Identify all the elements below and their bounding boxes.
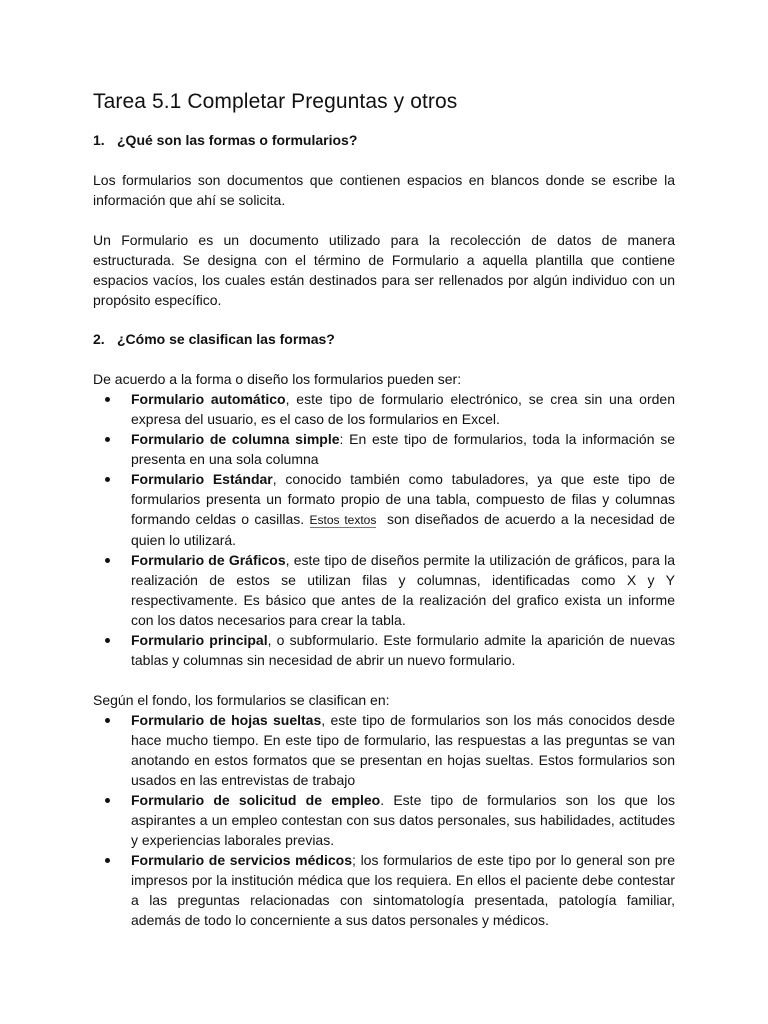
list-by-design [93, 389, 683, 670]
question-1-number: 1. [93, 132, 105, 148]
item-term: Formulario de servicios médicos [131, 852, 352, 868]
item-text: . Este tipo de formularios son los que los aspirantes a un empleo contestan con sus datos personales, sus habilidades, actitudes y experiencias laborales previas. [131, 792, 675, 848]
list-by-content [93, 710, 675, 930]
item-term: Formulario principal [131, 632, 268, 648]
list-item [93, 850, 675, 930]
list-item [93, 630, 675, 670]
item-text-continued: son diseñados de acuerdo a la necesidad de quien lo utilizará. [131, 511, 683, 548]
question-1-text: ¿Qué son las formas o formularios? [117, 132, 358, 148]
highlighted-text: Estos textos [309, 513, 377, 527]
item-term: Formulario de Gráficos [131, 552, 286, 568]
item-text: : En este tipo de formularios, toda la información se presenta en una sola columna [131, 431, 675, 467]
item-term: Formulario de solicitud de empleo [131, 792, 381, 808]
list-item [93, 389, 675, 429]
paragraph-1: Los formularios son documentos que contienen espacios en blancos donde se escribe la información que ahí se solicita. [93, 172, 675, 208]
item-term: Formulario de hojas sueltas [131, 712, 322, 728]
list-item [93, 469, 683, 550]
list-item [93, 429, 675, 469]
item-term: Formulario de columna simple [131, 431, 340, 447]
item-text: , o subformulario. Este formulario admite la aparición de nuevas tablas y columnas sin necesidad de abrir un nuevo formulario. [131, 632, 675, 668]
question-1-heading [93, 131, 675, 150]
question-2-text: ¿Cómo se clasifican las formas? [117, 331, 335, 347]
intro-by-content: Según el fondo, los formularios se clasifican en: [93, 692, 390, 708]
list-item [93, 710, 675, 790]
document-page [93, 88, 683, 930]
question-2-heading [93, 330, 675, 349]
item-text: , este tipo de diseños permite la utilización de gráficos, para la realización de estos se utilizan filas y columnas, identificadas como X y Y respectivamente. Es básico que antes de la realización del grafico exista un informe con los datos necesarios para crear la tabla. [131, 552, 675, 628]
item-text: , conocido también como tabuladores, ya que este tipo de formularios presenta un formato propio de una tabla, compuesto de filas y columnas formando celdas o casillas. [131, 471, 675, 527]
item-text: , este tipo de formularios son los más conocidos desde hace mucho tiempo. En este tipo de formulario, las respuestas a las preguntas se van anotando en estos formatos que se presentan en hojas sueltas. Estos formularios son usados en las entrevistas de trabajo [131, 712, 675, 788]
item-text: , este tipo de formulario electrónico, se crea sin una orden expresa del usuario, es el caso de los formularios en Excel. [131, 391, 675, 427]
page-title: Tarea 5.1 Completar Preguntas y otros [93, 90, 458, 113]
list-item [93, 550, 675, 630]
item-term: Formulario Estándar [131, 471, 273, 487]
item-text: ; los formularios de este tipo por lo general son pre impresos por la institución médica que los requiera. En ellos el paciente debe contestar a las preguntas relacionadas con sintomatología presentada, patología familiar, además de todo lo concerniente a sus datos personales y médicos. [131, 852, 676, 928]
question-2-number: 2. [93, 331, 105, 347]
paragraph-2: Un Formulario es un documento utilizado para la recolección de datos de manera estructurada. Se designa con el término de Formulario a aquella plantilla que contiene espacios vacíos, los cuales están destinados para ser rellenados por algún individuo con un propósito específico. [93, 232, 675, 308]
list-item [93, 790, 675, 850]
item-term: Formulario automático [131, 391, 286, 407]
intro-by-design: De acuerdo a la forma o diseño los formularios pueden ser: [93, 371, 462, 387]
